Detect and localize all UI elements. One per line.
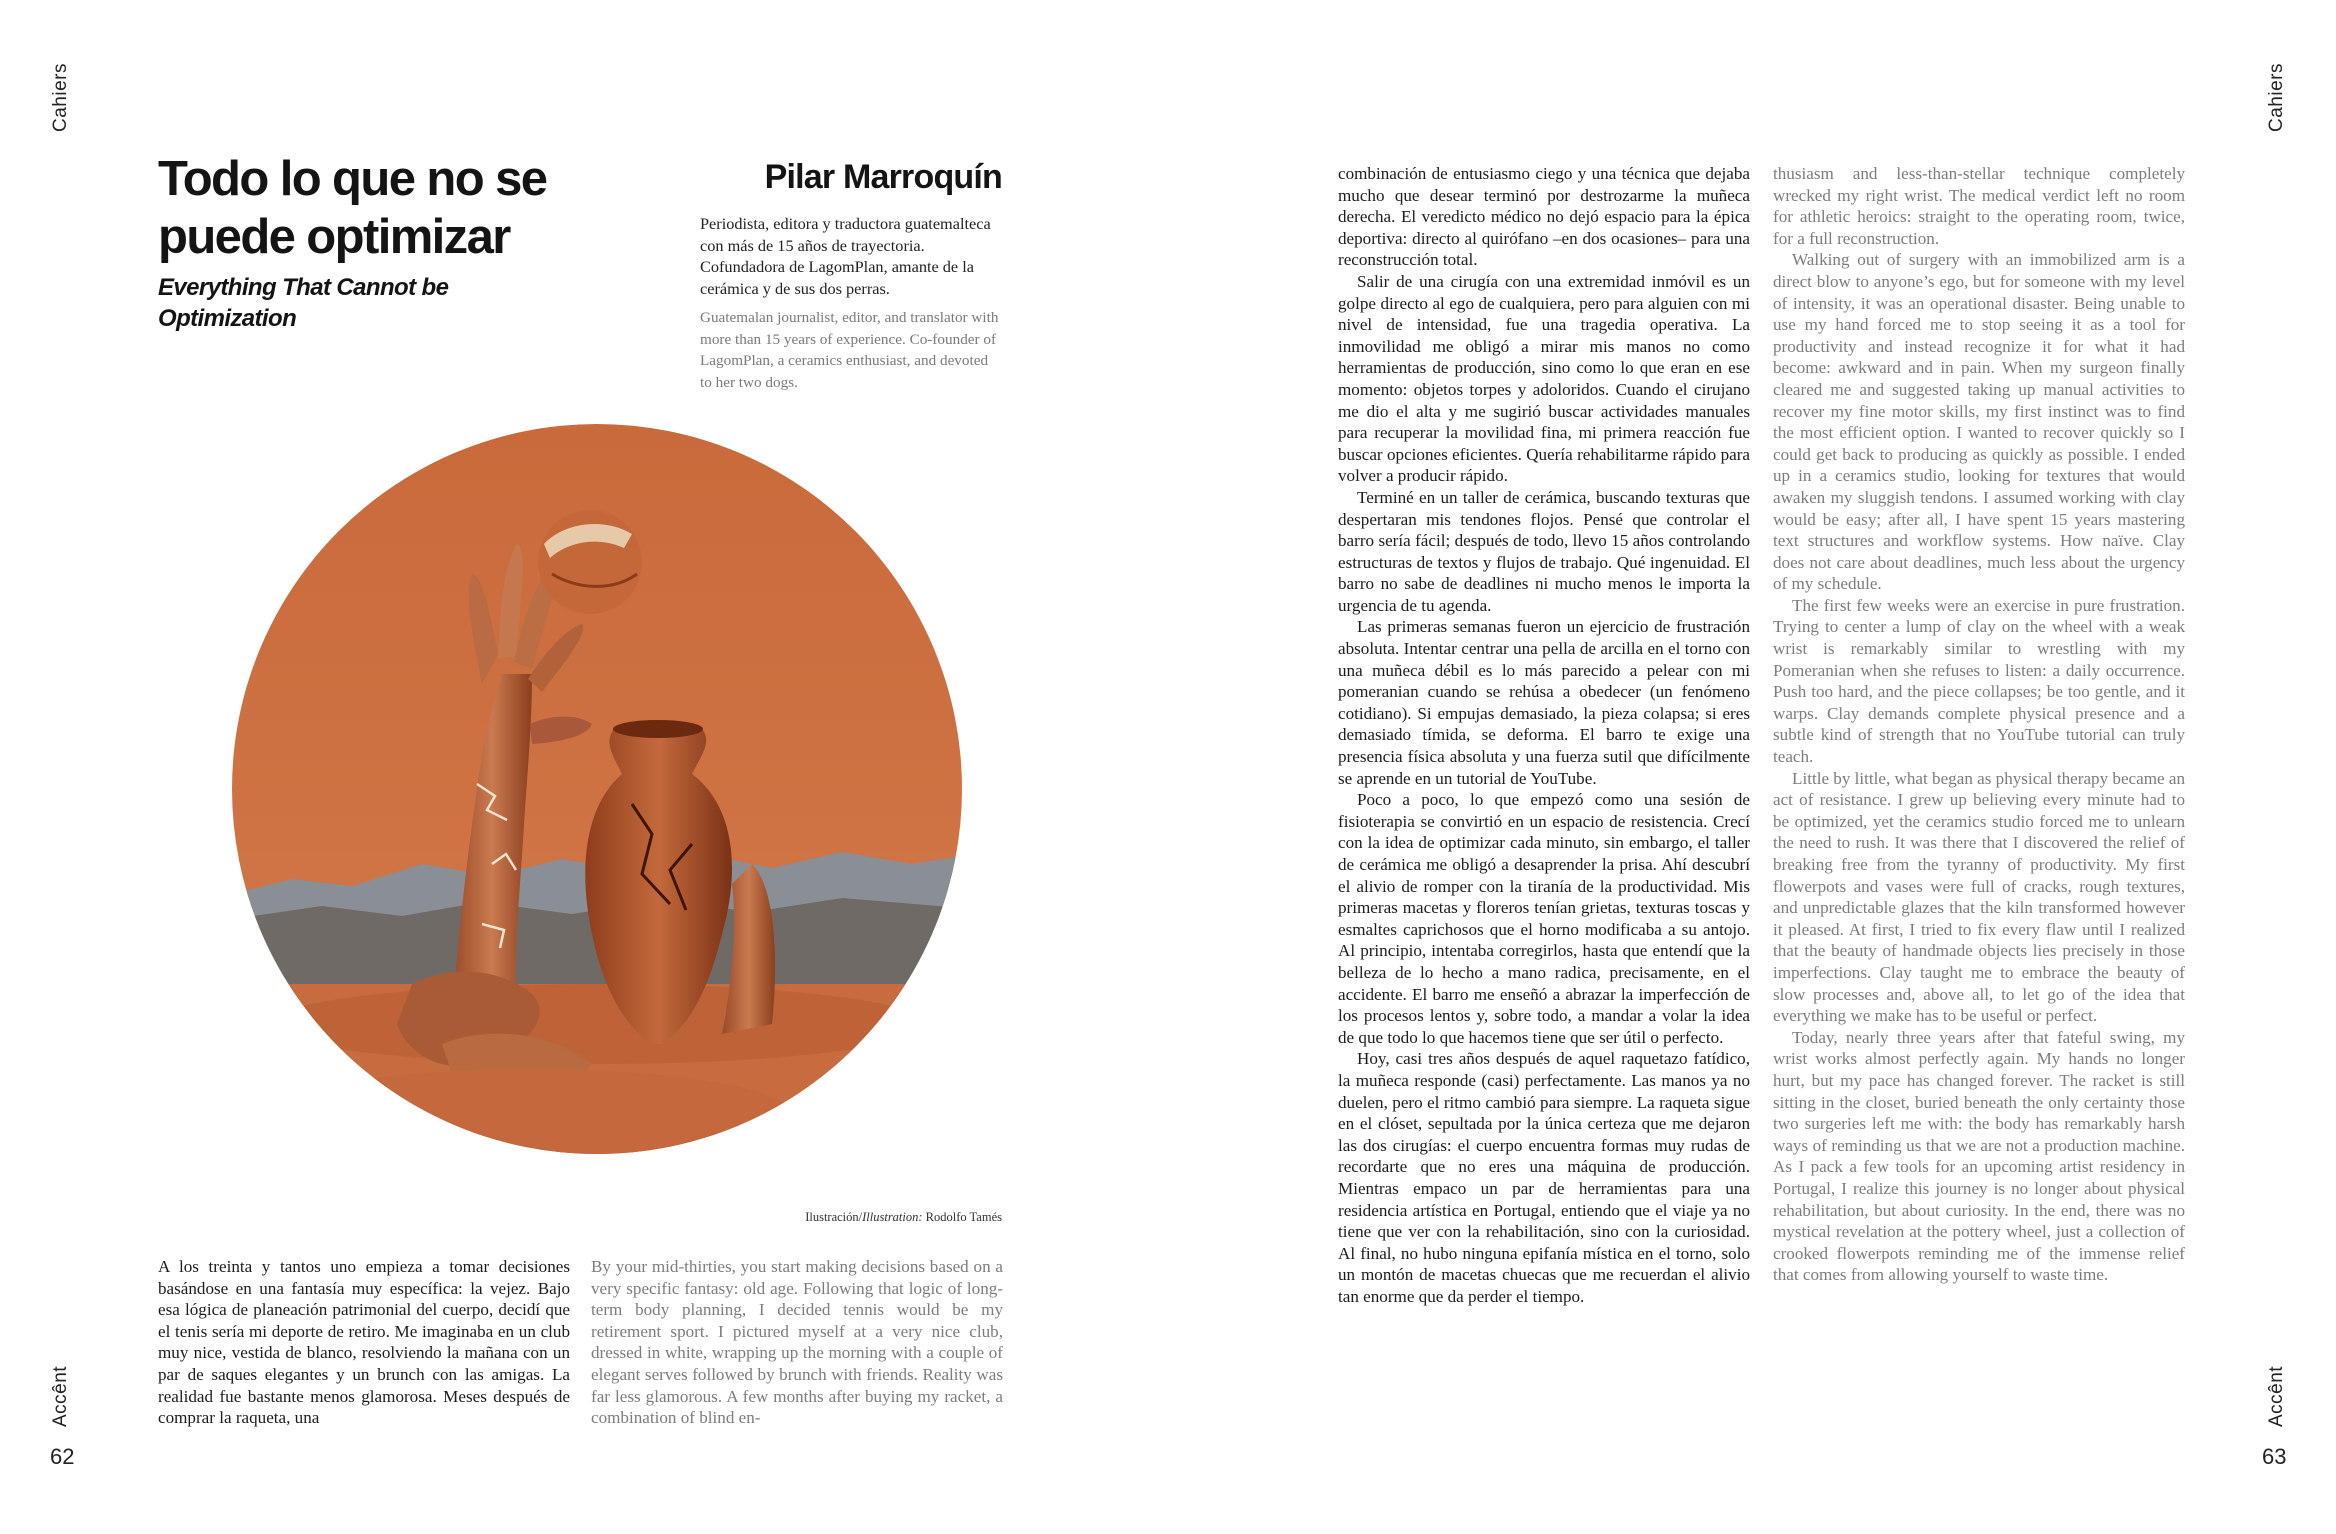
paragraph: Salir de una cirugía con una extremidad inmóvil es un golpe directo al ego de cualquiera, pero para alguien con mi nivel de intensidad, fue una tragedia operativa. La inmovilidad me obligó a mirar mis manos no como herramientas de producción, sino como lo que eran en ese momento: objetos torpes y adoloridos. Cuando el cirujano me dio el alta y me sugirió buscar actividades manuales para recuperar la movilidad fina, mi primera reacción fue buscar opciones eficientes. Quería rehabilitarme rápido para volver a producir rápido.: [1338, 271, 1750, 486]
article-subtitle: Everything That Cannot be Optimization: [158, 274, 449, 332]
paragraph: Walking out of surgery with an immobilized arm is a direct blow to anyone’s ego, but for someone with my level of intensity, it was an operational disaster. Being unable to use my hand forced me to stop seeing it as a tool for productivity and instead recognize it for what it had become: awkward and in pain. When my surgeon finally cleared me and suggested taking up manual activities to recover my fine motor skills, my first instinct was to find the most efficient option. I wanted to recover quickly so I could get back to producing as quickly as possible. I ended up in a ceramics studio, looking for textures that would awaken my sluggish tendons. I assumed working with clay would be easy; after all, I have spent 15 years mastering text structures and workflow systems. How naïve. Clay does not care about deadlines, much less about the urgency of my schedule.: [1773, 250, 2185, 594]
illustration-credit: Ilustración/Illustration: Rodolfo Tamés: [805, 1210, 1002, 1224]
paragraph: combinación de entusiasmo ciego y una técnica que dejaba mucho que desear terminó por destrozarme la muñeca derecha. El veredicto médico no dejó espacio para la épica deportiva: directo al quirófano –en dos ocasiones– para una reconstrucción total.: [1338, 164, 1750, 270]
column-right-english: [1773, 163, 2185, 1286]
paragraph: The first few weeks were an exercise in pure frustration. Trying to center a lump of clay on the wheel with a weak wrist is remarkably similar to wrestling with my Pomeranian when she refuses to listen: a daily occurrence. Push too hard, and the piece collapses; be too gentle, and it warps. Clay demands complete physical presence and a subtle kind of strength that no YouTube tutorial can truly teach.: [1773, 595, 2185, 767]
paragraph: Hoy, casi tres años después de aquel raquetazo fatídico, la muñeca responde (casi) perfectamente. Las manos ya no duelen, pero el ritmo cambió para siempre. La raqueta sigue en el clóset, sepultada por la única certeza que me dejaron las dos cirugías: el cuerpo encuentra formas muy rudas de recordarte que no eres una máquina de producción. Mientras empaco un par de herramientas para una residencia artística en Portugal, entiendo que el viaje ya no tiene que ver con la rehabilitación, sino con la curiosidad. Al final, no hubo ninguna epifanía mística en el torno, solo un montón de macetas chuecas que me recuerdan el alivio tan enorme que da perder el tiempo.: [1338, 1049, 1750, 1306]
author-name: Pilar Marroquín: [764, 158, 1002, 196]
author-bio-english: Guatemalan journalist, editor, and translator with more than 15 years of experience. Co-founder of LagomPlan, a ceramics enthusiast, and devoted to her two dogs.: [700, 309, 999, 391]
magazine-label-right: Accênt: [2266, 1365, 2287, 1427]
circular-illustration: [232, 424, 962, 1154]
page-number-right: 63: [2262, 1444, 2287, 1469]
paragraph: Little by little, what began as physical therapy became an act of resistance. I grew up believing every minute had to be optimized, yet the ceramics studio forced me to unlearn the need to rush. It was there that I discovered the relief of breaking free from the tyranny of productivity. My first flowerpots and vases were full of cracks, rough textures, and unpredictable glazes that the kiln transformed however it pleased. At first, I tried to fix every flaw until I realized that the beauty of handmade objects lies precisely in those imperfections. Clay taught me to embrace the beauty of slow processes and, above all, to let go of the idea that everything we make has to be useful or perfect.: [1773, 768, 2186, 1026]
article-title: Todo lo que no se puede optimizar: [158, 152, 547, 264]
column-left-spanish: [158, 1256, 570, 1429]
author-bio-spanish: Periodista, editora y traductora guatemalteca con más de 15 años de trayectoria. Cofundadora de LagomPlan, amante de la cerámica y de sus dos perras.: [700, 214, 991, 298]
column-left-english: [591, 1256, 1003, 1429]
paragraph: Terminé en un taller de cerámica, buscando texturas que despertaran mis tendones flojos. Pensé que controlar el barro sería fácil; después de todo, llevo 15 años controlando estructuras de textos y flujos de trabajo. Qué ingenuidad. El barro no sabe de deadlines ni mucho menos le importa la urgencia de tu agenda.: [1338, 487, 1750, 615]
paragraph: Las primeras semanas fueron un ejercicio de frustración absoluta. Intentar centrar una pella de arcilla en el torno con una muñeca débil es lo más parecido a pelear con mi pomeranian cuando se rehúsa a obedecer (un fenómeno cotidiano). Si empujas demasiado, la pieza colapsa; si eres demasiado tímida, se deforma. El barro te exige una presencia física absoluta y una fuerza sutil que difícilmente se aprende en un tutorial de YouTube.: [1338, 617, 1750, 788]
paragraph: thusiasm and less-than-stellar technique completely wrecked my right wrist. The medical verdict left no room for athletic heroics: straight to the operating room, twice, for a full reconstruction.: [1773, 164, 2185, 248]
section-label-right: Cahiers: [2266, 63, 2287, 132]
section-label-left: Cahiers: [50, 63, 71, 132]
column-right-spanish: [1338, 163, 1750, 1307]
page-number-left: 62: [50, 1444, 75, 1469]
paragraph: Poco a poco, lo que empezó como una sesión de fisioterapia se convirtió en un espacio de resistencia. Crecí con la idea de optimizar cada minuto, sin embargo, el taller de cerámica me obligó a desaprender la prisa. Ahí descubrí el alivio de romper con la tiranía de la productividad. Mis primeras macetas y floreros tenían grietas, texturas toscas y esmaltes caprichosos que el horno modificaba a su antojo. Al principio, intentaba corregirlos, hasta que entendí que la belleza de lo hecho a mano radica, precisamente, en el accidente. El barro me enseñó a abrazar la imperfección de los procesos lentos y, sobre todo, a mandar a volar la idea de que todo lo que hacemos tiene que ser útil o perfecto.: [1338, 790, 1750, 1047]
paragraph: A los treinta y tantos uno empieza a tomar decisiones basándose en una fantasía muy específica: la vejez. Bajo esa lógica de planeación patrimonial del cuerpo, decidí que el tenis sería mi deporte de retiro. Me imaginaba en un club muy nice, vestida de blanco, resolviendo la mañana con un par de saques elegantes y un brunch con las amigas. La realidad fue bastante menos glamorosa. Meses después de comprar la raqueta, una: [158, 1257, 570, 1428]
paragraph: Today, nearly three years after that fateful swing, my wrist works almost perfectly again. My hands no longer hurt, but my pace has changed forever. The racket is still sitting in the closet, buried beneath the only certainty those two surgeries left me with: the body has remarkably harsh ways of reminding us that we are not a production machine. As I pack a few tools for an upcoming artist residency in Portugal, I realize this journey is no longer about physical rehabilitation, but about curiosity. In the end, there was no mystical revelation at the pottery wheel, just a collection of crooked flowerpots reminding me of the immense relief that comes from allowing yourself to waste time.: [1773, 1027, 2185, 1285]
paragraph: By your mid-thirties, you start making decisions based on a very specific fantasy: old age. Following that logic of long-term body planning, I decided tennis would be my retirement sport. I pictured myself at a very nice club, dressed in white, wrapping up the morning with a couple of elegant serves followed by brunch with friends. Reality was far less glamorous. A few months after buying my racket, a combination of blind en-: [591, 1257, 1003, 1428]
magazine-label-left: Accênt: [50, 1365, 71, 1427]
